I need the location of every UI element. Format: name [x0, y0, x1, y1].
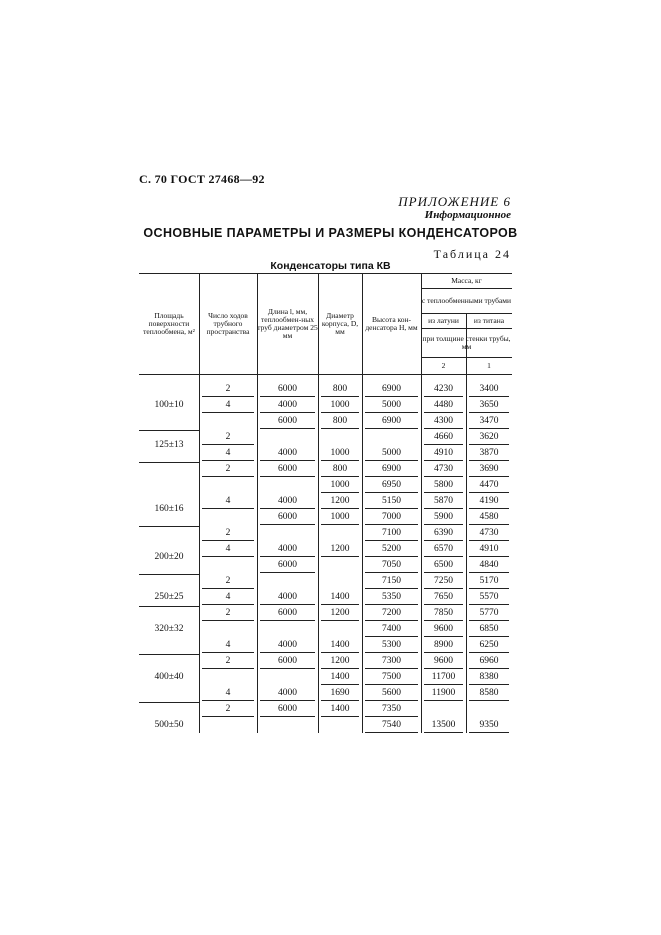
- cell-diameter: 1200: [330, 544, 350, 554]
- cell-brass: 4300: [434, 416, 453, 426]
- cell-titanium: 6250: [479, 640, 499, 650]
- cell-area: 400±40: [154, 672, 184, 682]
- cell-length: 6000: [278, 608, 297, 618]
- cell-height: 6900: [382, 384, 401, 394]
- cell-length: 6000: [278, 384, 297, 394]
- cell-passes: 4: [225, 688, 231, 698]
- cell-height: 7150: [382, 576, 401, 586]
- cell-diameter: 1200: [330, 656, 350, 666]
- cell-titanium: 4840: [479, 560, 499, 570]
- cell-brass: 5870: [434, 496, 453, 506]
- cell-height: 6950: [382, 480, 401, 490]
- cell-length: 6000: [278, 512, 297, 522]
- cell-length: 4000: [278, 448, 297, 458]
- cell-titanium: 5170: [479, 576, 499, 586]
- cell-titanium: 3690: [479, 464, 499, 474]
- cell-brass: 11700: [431, 672, 456, 682]
- cell-titanium: 3620: [479, 432, 499, 442]
- cell-height: 7500: [382, 672, 401, 682]
- cell-height: 5000: [382, 448, 401, 458]
- header-with-tubes: с теплообменными трубами: [421, 296, 512, 305]
- appendix-title: ПРИЛОЖЕНИЕ 6: [398, 194, 511, 209]
- header-wall-brass: 2: [441, 361, 446, 370]
- table-caption: Таблица 24: [433, 247, 511, 261]
- cell-brass: 7250: [434, 576, 453, 586]
- cell-titanium: 6850: [479, 624, 499, 634]
- cell-passes: 2: [225, 464, 231, 474]
- cell-area: 100±10: [154, 400, 184, 410]
- cell-titanium: 3400: [479, 384, 499, 394]
- cell-diameter: 1400: [330, 640, 350, 650]
- cell-passes: 4: [225, 640, 231, 650]
- cell-length: 4000: [278, 400, 297, 410]
- cell-area: 125±13: [154, 440, 184, 450]
- cell-passes: 4: [225, 400, 231, 410]
- cell-brass: 4480: [434, 400, 453, 410]
- cell-height: 5000: [382, 400, 401, 410]
- cell-length: 4000: [278, 496, 297, 506]
- cell-diameter: 1200: [330, 608, 350, 618]
- cell-diameter: 800: [332, 384, 348, 394]
- cell-titanium: 8380: [479, 672, 499, 682]
- cell-area: 250±25: [154, 592, 184, 602]
- header-titanium: из титана: [473, 316, 505, 325]
- cell-brass: 7850: [434, 608, 453, 618]
- header-length: Длина l, мм, теплообмен-ных труб диаметром 25 мм: [257, 307, 318, 340]
- cell-height: 7100: [382, 528, 401, 538]
- cell-height: 5300: [382, 640, 401, 650]
- cell-titanium: 8580: [479, 688, 499, 698]
- cell-passes: 2: [225, 384, 231, 394]
- cell-diameter: 1000: [330, 512, 350, 522]
- cell-height: 7350: [382, 704, 401, 714]
- cell-passes: 2: [225, 608, 231, 618]
- header-diameter: Диаметр корпуса, D, мм: [321, 311, 359, 336]
- header-height: Высота кон-денсатора H, мм: [365, 315, 418, 332]
- cell-length: 6000: [278, 416, 297, 426]
- cell-passes: 2: [225, 704, 231, 714]
- cell-titanium: 3470: [479, 416, 499, 426]
- cell-titanium: 9350: [479, 720, 499, 730]
- cell-height: 6900: [382, 464, 401, 474]
- cell-brass: 4660: [434, 432, 453, 442]
- header-area: Площадь поверхности теплообмена, м²: [143, 311, 195, 336]
- cell-height: 7300: [382, 656, 401, 666]
- cell-titanium: 4470: [479, 480, 499, 490]
- cell-height: 7200: [382, 608, 401, 618]
- cell-length: 4000: [278, 592, 297, 602]
- cell-diameter: 1000: [330, 448, 350, 458]
- cell-passes: 4: [225, 496, 231, 506]
- cell-passes: 4: [225, 592, 231, 602]
- cell-passes: 4: [225, 544, 231, 554]
- cell-length: 6000: [278, 464, 297, 474]
- cell-passes: 4: [225, 448, 231, 458]
- cell-height: 5200: [382, 544, 401, 554]
- cell-brass: 4910: [434, 448, 453, 458]
- cell-area: 320±32: [154, 624, 184, 634]
- cell-brass: 4730: [434, 464, 453, 474]
- cell-length: 4000: [278, 688, 297, 698]
- cell-titanium: 6960: [479, 656, 499, 666]
- cell-brass: 8900: [434, 640, 453, 650]
- cell-area: 160±16: [154, 504, 184, 514]
- cell-brass: 7650: [434, 592, 453, 602]
- cell-titanium: 5570: [479, 592, 499, 602]
- cell-height: 7050: [382, 560, 401, 570]
- cell-height: 7540: [382, 720, 401, 730]
- cell-area: 200±20: [154, 552, 184, 562]
- cell-titanium: 5770: [479, 608, 499, 618]
- header-passes: Число ходов трубного пространства: [206, 311, 250, 336]
- cell-height: 7000: [382, 512, 401, 522]
- cell-diameter: 1000: [330, 480, 350, 490]
- cell-height: 6900: [382, 416, 401, 426]
- cell-titanium: 4190: [479, 496, 499, 506]
- header-mass: Масса, кг: [451, 276, 482, 285]
- cell-length: 4000: [278, 544, 297, 554]
- cell-brass: 6570: [434, 544, 453, 554]
- header-brass: из латуни: [428, 316, 459, 325]
- cell-diameter: 1400: [330, 704, 350, 714]
- cell-passes: 2: [225, 528, 231, 538]
- appendix-subtitle: Информационное: [424, 209, 511, 221]
- cell-diameter: 800: [332, 464, 348, 474]
- cell-height: 5350: [382, 592, 401, 602]
- cell-titanium: 4580: [479, 512, 499, 522]
- cell-length: 6000: [278, 704, 297, 714]
- cell-brass: 5900: [434, 512, 453, 522]
- cell-diameter: 1690: [330, 688, 350, 698]
- cell-brass: 6500: [434, 560, 453, 570]
- cell-diameter: 800: [332, 416, 348, 426]
- cell-length: 6000: [278, 656, 297, 666]
- cell-passes: 2: [225, 576, 231, 586]
- document-title: ОСНОВНЫЕ ПАРАМЕТРЫ И РАЗМЕРЫ КОНДЕНСАТОРОВ: [143, 226, 518, 240]
- cell-height: 5600: [382, 688, 401, 698]
- header-wall-titanium: 1: [487, 361, 491, 370]
- cell-titanium: 4910: [479, 544, 499, 554]
- cell-brass: 13500: [431, 720, 456, 730]
- cell-brass: 11900: [431, 688, 456, 698]
- cell-diameter: 1200: [330, 496, 350, 506]
- cell-diameter: 1400: [330, 672, 350, 682]
- table-subtitle: Конденсаторы типа КВ: [270, 260, 391, 272]
- page-header: С. 70 ГОСТ 27468—92: [139, 172, 265, 186]
- cell-height: 7400: [382, 624, 401, 634]
- cell-passes: 2: [225, 432, 231, 442]
- cell-length: 4000: [278, 640, 297, 650]
- cell-diameter: 1000: [330, 400, 350, 410]
- cell-brass: 9600: [434, 656, 453, 666]
- cell-brass: 6390: [434, 528, 453, 538]
- cell-brass: 5800: [434, 480, 453, 490]
- cell-titanium: 3650: [479, 400, 499, 410]
- cell-passes: 2: [225, 656, 231, 666]
- cell-height: 5150: [382, 496, 401, 506]
- cell-brass: 4230: [434, 384, 453, 394]
- cell-length: 6000: [278, 560, 297, 570]
- cell-titanium: 3870: [479, 448, 499, 458]
- cell-titanium: 4730: [479, 528, 499, 538]
- cell-diameter: 1400: [330, 592, 350, 602]
- header-wall-thickness: при толщине стенки трубы, мм: [422, 334, 511, 351]
- cell-brass: 9600: [434, 624, 453, 634]
- cell-area: 500±50: [154, 720, 184, 730]
